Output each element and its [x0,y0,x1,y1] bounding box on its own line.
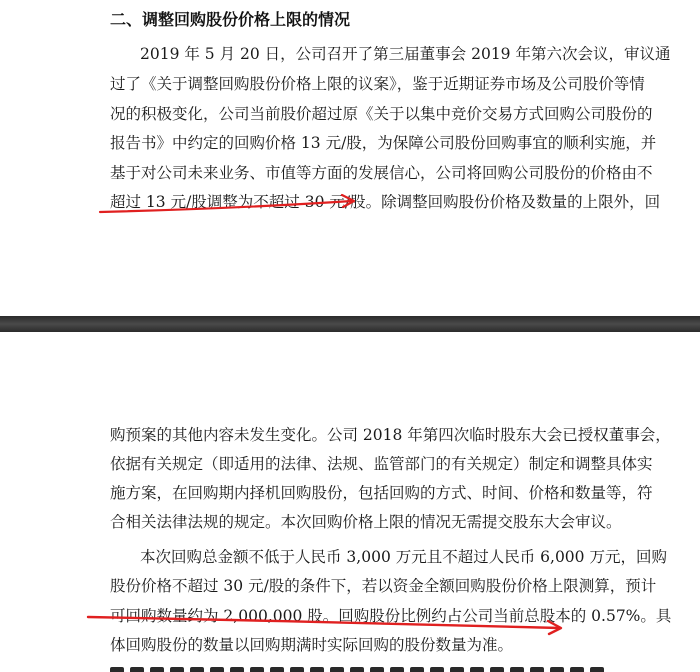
paragraph-line: 况的积极变化，公司当前股价超过原《关于以集中竞价交易方式回购公司股份的 [110,105,653,123]
paragraph-line: 过了《关于调整回购股份价格上限的议案》，鉴于近期证券市场及公司股价等情 [110,75,645,93]
paragraph-line: 基于对公司未来业务、市值等方面的发展信心，公司将回购公司股份的价格由不 [110,164,653,182]
document-page-top [0,0,700,316]
cut-off-text-row [110,664,630,672]
paragraph-line: 本次回购总金额不低于人民币 3,000 万元且不超过人民币 6,000 万元，回购 [140,548,667,566]
paragraph-line: 股份价格不超过 30 元/股的条件下，若以资金全额回购股份价格上限测算，预计 [110,577,657,595]
page-break-divider [0,316,700,332]
paragraph-line: 购预案的其他内容未发生变化。公司 2018 年第四次临时股东大会已授权董事会， [110,426,671,444]
paragraph-line: 施方案，在回购期内择机回购股份，包括回购的方式、时间、价格和数量等，符 [110,484,653,502]
section-heading: 二、调整回购股份价格上限的情况 [110,10,351,29]
paragraph-line: 报告书》中约定的回购价格 13 元/股，为保障公司股份回购事宜的顺利实施，并 [110,134,657,152]
paragraph-line: 可回购数量约为 2,000,000 股。回购股份比例约占公司当前总股本的 0.57%。具 [110,607,672,625]
paragraph-line: 依据有关规定（即适用的法律、法规、监管部门的有关规定）制定和调整具体实 [110,455,653,473]
paragraph-line: 超过 13 元/股调整为不超过 30 元/股。除调整回购股份价格及数量的上限外，回 [110,193,661,211]
paragraph-line: 合相关法律法规的规定。本次回购价格上限的情况无需提交股东大会审议。 [110,513,622,531]
paragraph-line: 体回购股份的数量以回购期满时实际回购的股份数量为准。 [110,636,514,654]
paragraph-line: 2019 年 5 月 20 日，公司召开了第三届董事会 2019 年第六次会议，审议通 [140,45,671,63]
